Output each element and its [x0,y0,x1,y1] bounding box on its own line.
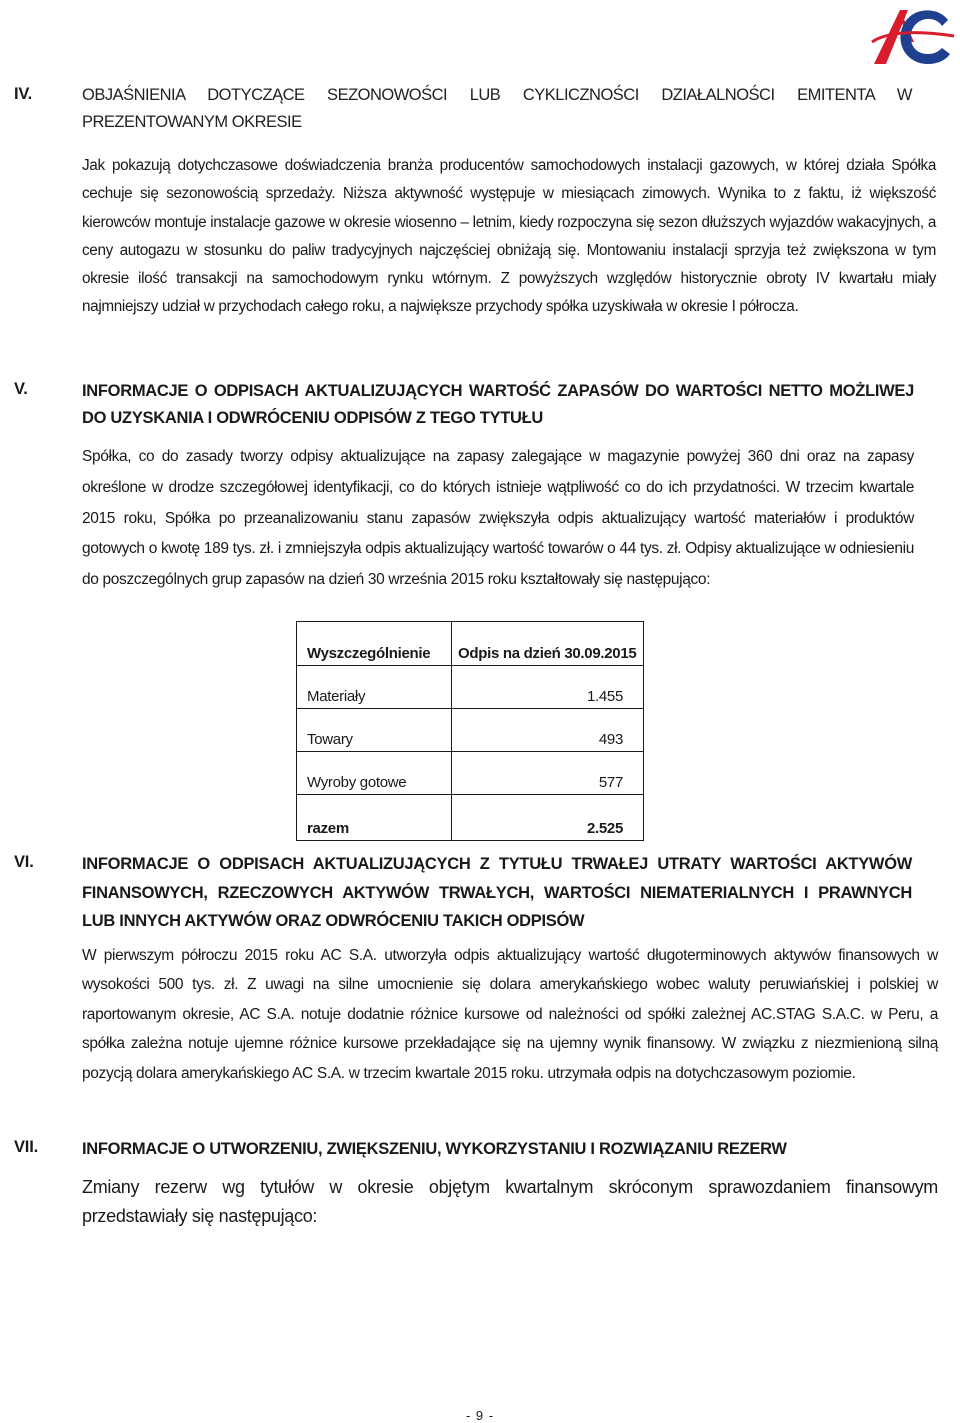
section-number: IV. [14,85,33,103]
heading-line: DO UZYSKANIA I ODWRÓCENIU ODPISÓW Z TEGO TYTUŁU [82,409,544,427]
company-logo [866,2,956,72]
table-cell: Materiały [297,666,452,709]
section-number: VI. [14,853,34,871]
section-paragraph: Jak pokazują dotychczasowe doświadczenia branża producentów samochodowych instalacji gazowych, w której działa Spółka cechuje się sezonowością sprzedaży. Niższa aktywność występuje w miesiącach zimowych. Wynika to z faktu, iż większość kierowców montuje instalacje gazowe w okresie wiosenno – letnim, kiedy rozpoczyna się sezon dłuższych wyjazdów wakacyjnych, a ceny autogazu w stosunku do paliw tradycyjnych najczęściej obniżają się. Montowaniu instalacji sprzyja też zwiększona w tym okresie ilość transakcji na samochodowym rynku wtórnym. Z powyższych względów historycznie obroty IV kwartału miały najmniejszy udział w przychodach całego roku, a największe przychody spółka uzyskiwała w okresie I półrocza. [82,157,936,316]
heading-line: INFORMACJE O ODPISACH AKTUALIZUJĄCYCH WARTOŚĆ ZAPASÓW DO WARTOŚCI NETTO MOŻLIWEJ [82,382,914,400]
table-cell: razem [297,795,452,841]
table-row [297,709,644,752]
table-cell: 577 [452,752,644,795]
table-total-row [297,795,644,841]
table-header-cell: Odpis na dzień 30.09.2015 [452,622,644,666]
section-heading [82,82,912,136]
table-header-cell: Wyszczególnienie [297,622,452,666]
heading-line: INFORMACJE O ODPISACH AKTUALIZUJĄCYCH Z TYTUŁU TRWAŁEJ UTRATY WARTOŚCI AKTYWÓW [82,855,912,873]
heading-line: FINANSOWYCH, RZECZOWYCH AKTYWÓW TRWAŁYCH, WARTOŚCI NIEMATERIALNYCH I PRAWNYCH [82,883,912,902]
section-number: VII. [14,1138,38,1156]
section-heading [82,378,914,432]
table-cell: Towary [297,709,452,752]
heading-line: OBJAŚNIENIA DOTYCZĄCE SEZONOWOŚCI LUB CYKLICZNOŚCI DZIAŁALNOŚCI EMITENTA W [82,86,912,104]
section-paragraph: W pierwszym półroczu 2015 roku AC S.A. utworzyła odpis aktualizujący wartość długoterminowych aktywów finansowych w wysokości 500 tys. zł. Z uwagi na silne umocnienie się dolara amerykańskiego wobec waluty peruwiańskiej i polskiej w raportowanym okresie, AC S.A. notuje dodatnie różnice kursowe od należności od spółki zależnej AC.STAG S.A.C. w Peru, a spółka zależna notuje ujemne różnice kursowe przekładające się na ujemny wynik finansowy. W związku z niezmienioną silną pozycją dolara amerykańskiego AC S.A. w trzecim kwartale 2015 roku. utrzymała odpis na dotychczasowym poziomie. [82,947,938,1082]
table-cell: 493 [452,709,644,752]
heading-line: PREZENTOWANYM OKRESIE [82,113,302,131]
table-cell: 2.525 [452,795,644,841]
section-number: V. [14,380,28,398]
inventory-writedown-table [296,621,644,841]
table-cell: Wyroby gotowe [297,752,452,795]
section-paragraph: Spółka, co do zasady tworzy odpisy aktualizujące na zapasy zalegające w magazynie powyżej 360 dni oraz na zapasy określone w drodze szczegółowej identyfikacji, co do których istnieje wątpliwość co do ich przydatności. W trzecim kwartale 2015 roku, Spółka po przeanalizowaniu stanu zapasów zwiększyła odpis aktualizujący wartość materiałów i produktów gotowych o kwotę 189 tys. zł. i zmniejszyła odpis aktualizujący wartość towarów o 44 tys. zł. Odpisy aktualizujące w odniesieniu do poszczególnych grup zapasów na dzień 30 września 2015 roku kształtowały się następująco: [82,448,914,589]
table-header-row [297,622,644,666]
table-row [297,666,644,709]
table-row [297,752,644,795]
heading-line: LUB INNYCH AKTYWÓW ORAZ ODWRÓCENIU TAKICH ODPISÓW [82,912,585,930]
table-cell: 1.455 [452,666,644,709]
page-number: - 9 - [465,1408,495,1423]
section-paragraph: Zmiany rezerw wg tytułów w okresie objętym kwartalnym skróconym sprawozdaniem finansowym przedstawiały się następująco: [82,1177,938,1226]
section-heading [82,850,912,936]
section-heading: INFORMACJE O UTWORZENIU, ZWIĘKSZENIU, WYKORZYSTANIU I ROZWIĄZANIU REZERW [82,1140,787,1158]
